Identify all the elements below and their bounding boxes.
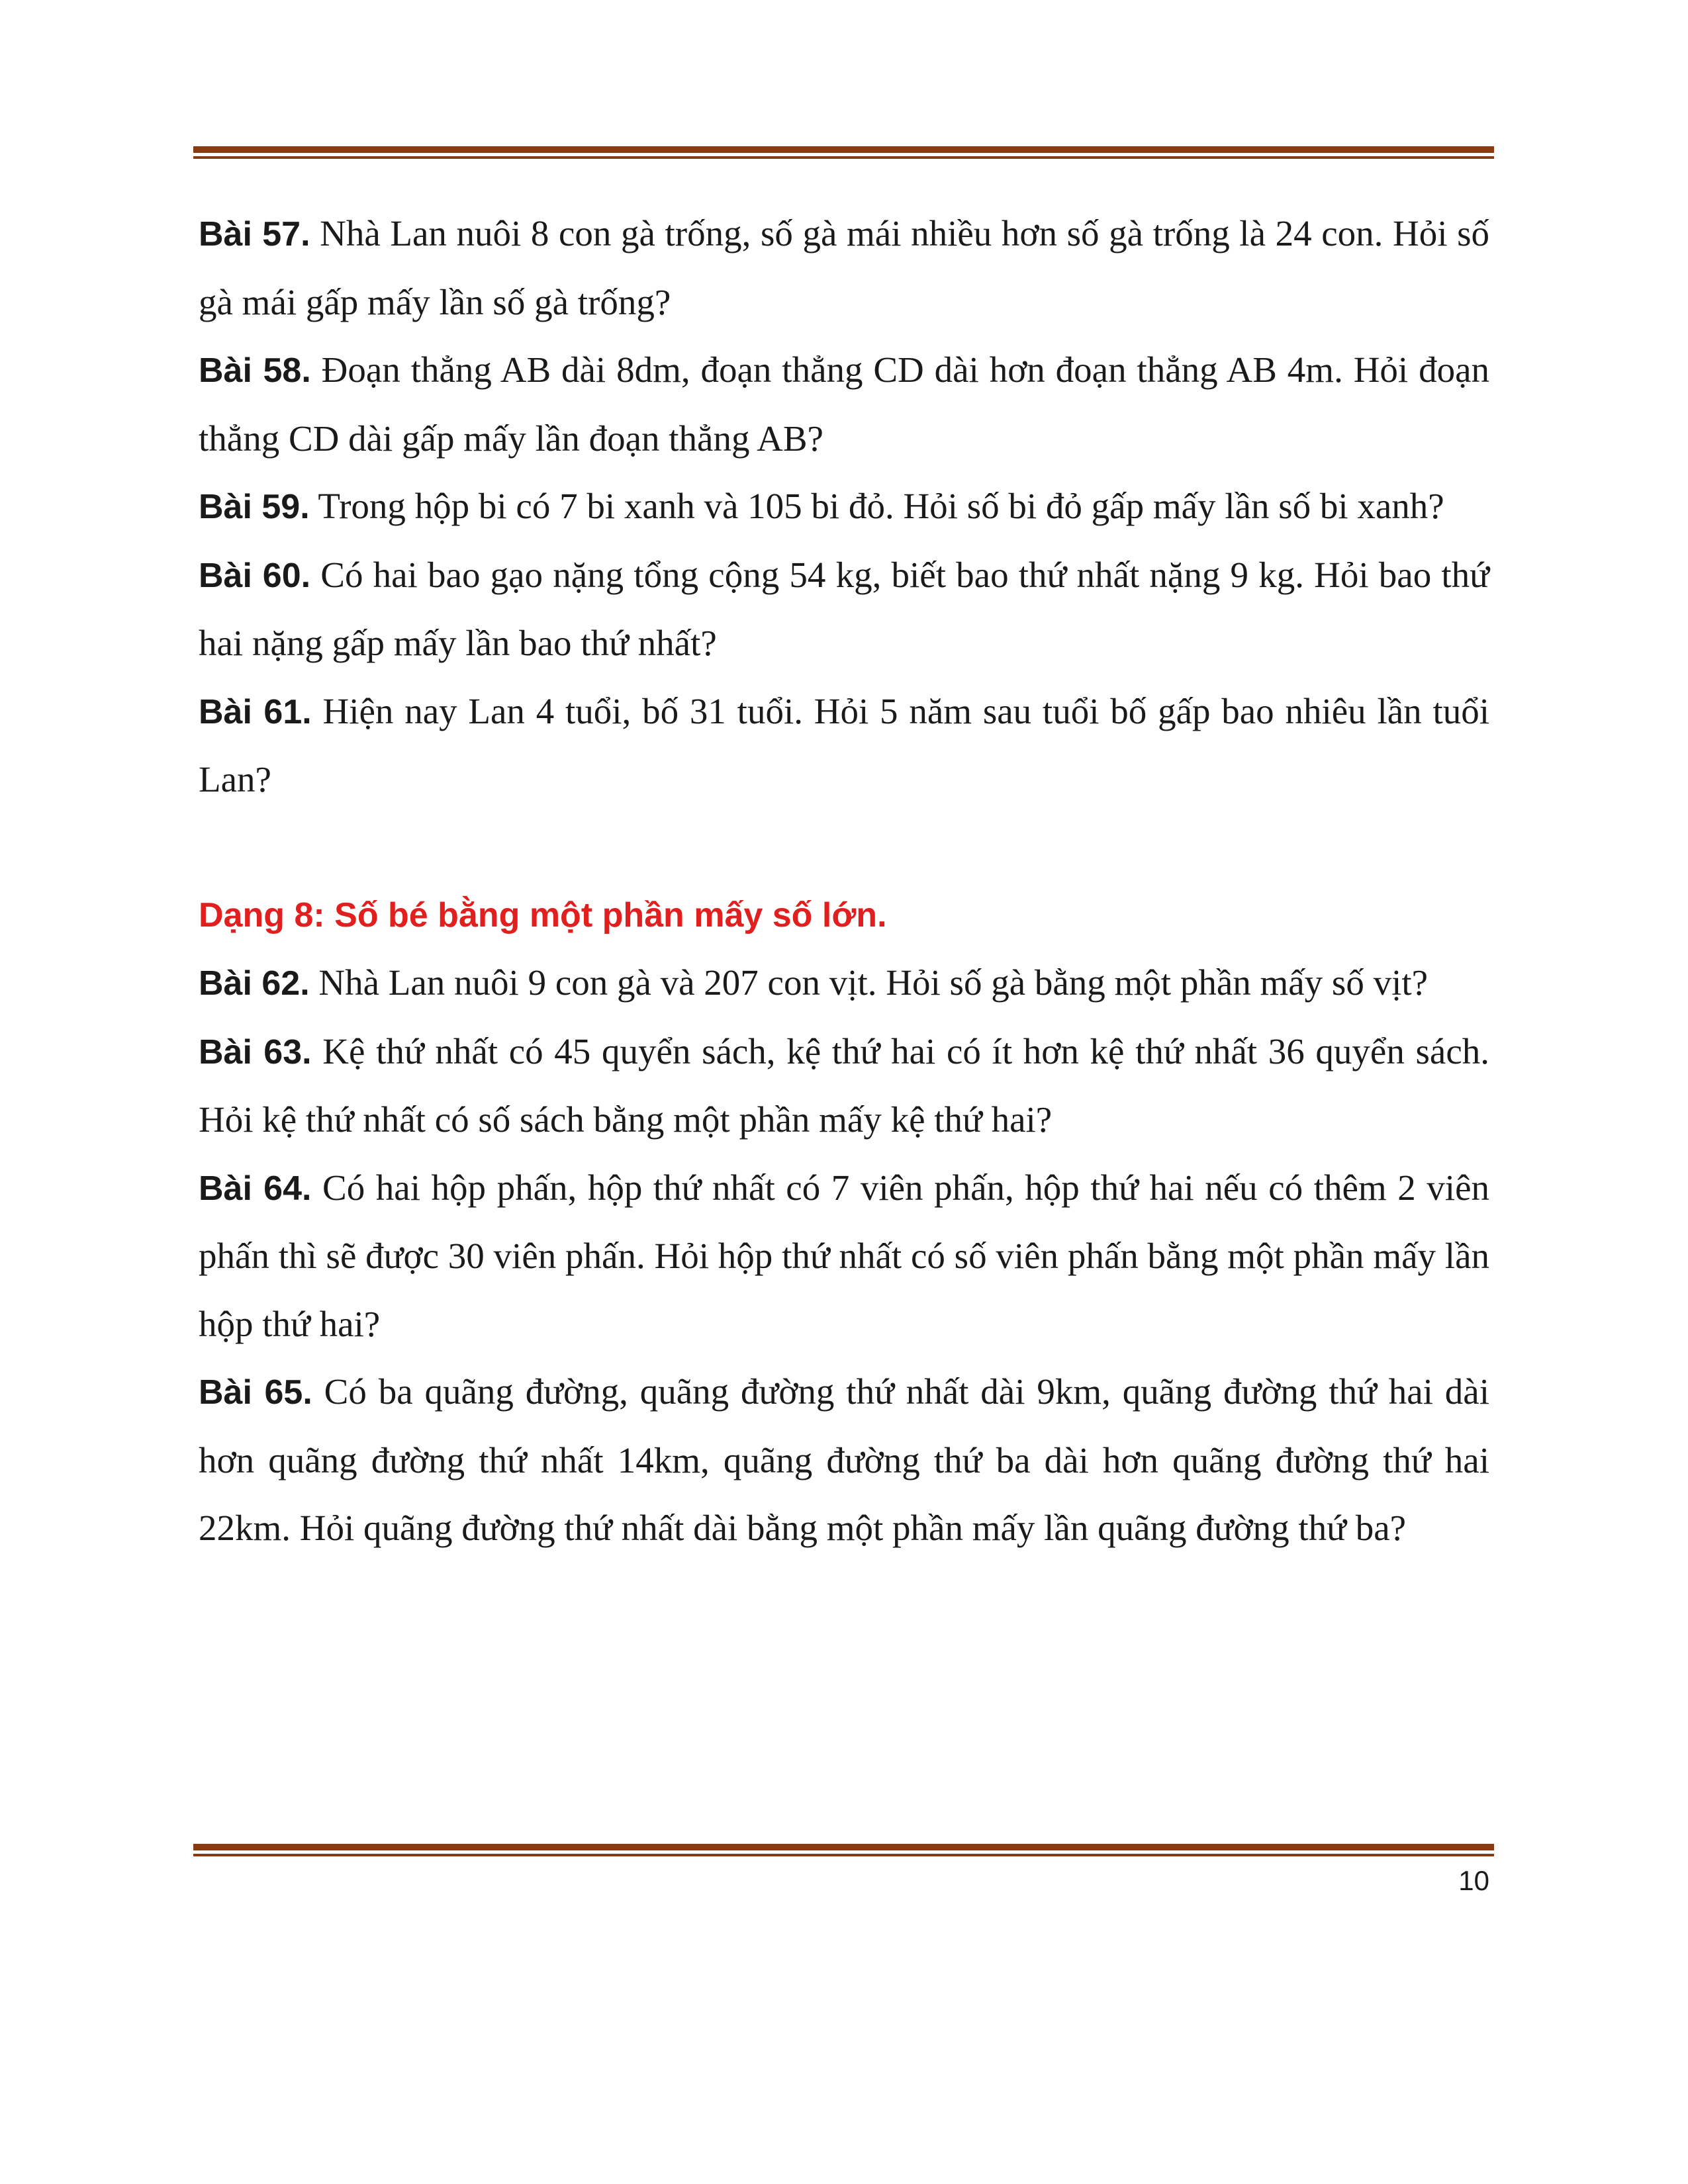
- problem-57: [199, 200, 1489, 336]
- problem-text: Có hai bao gạo nặng tổng cộng 54 kg, biết bao thứ nhất nặng 9 kg. Hỏi bao thứ hai nặng gấp mấy lần bao thứ nhất?: [199, 554, 1489, 663]
- problem-label: Bài 57.: [199, 215, 310, 253]
- problem-65: [199, 1358, 1489, 1563]
- problem-label: Bài 58.: [199, 351, 311, 390]
- problem-58: [199, 336, 1489, 473]
- problem-label: Bài 60.: [199, 556, 311, 595]
- section-heading: Dạng 8: Số bé bằng một phần mấy số lớn.: [199, 895, 887, 934]
- page-content: [199, 200, 1489, 1563]
- problem-63: [199, 1018, 1489, 1154]
- problem-label: Bài 63.: [199, 1032, 312, 1071]
- problem-text: Trong hộp bi có 7 bi xanh và 105 bi đỏ. Hỏi số bi đỏ gấp mấy lần số bi xanh?: [309, 486, 1444, 526]
- problem-label: Bài 64.: [199, 1169, 312, 1208]
- page-number: 10: [1458, 1865, 1489, 1896]
- problem-label: Bài 61.: [199, 692, 312, 731]
- problem-label: Bài 62.: [199, 964, 310, 1003]
- problem-text: Nhà Lan nuôi 8 con gà trống, số gà mái nhiều hơn số gà trống là 24 con. Hỏi số gà mái gấp mấy lần số gà trống?: [199, 213, 1489, 322]
- problem-text: Hiện nay Lan 4 tuổi, bố 31 tuổi. Hỏi 5 năm sau tuổi bố gấp bao nhiêu lần tuổi Lan?: [199, 690, 1490, 799]
- problem-text: Đoạn thẳng AB dài 8dm, đoạn thẳng CD dài hơn đoạn thẳng AB 4m. Hỏi đoạn thẳng CD dài gấp mấy lần đoạn thẳng AB?: [199, 349, 1490, 459]
- problem-label: Bài 65.: [199, 1373, 312, 1412]
- problem-61: [199, 678, 1489, 814]
- problem-60: [199, 541, 1489, 678]
- problem-62: [199, 949, 1489, 1018]
- problem-text: Có hai hộp phấn, hộp thứ nhất có 7 viên phấn, hộp thứ hai nếu có thêm 2 viên phấn thì sẽ được 30 viên phấn. Hỏi hộp thứ nhất có số viên phấn bằng một phần mấy lần hộp thứ hai?: [199, 1167, 1489, 1344]
- footer-rule: [193, 1844, 1494, 1856]
- problem-59: [199, 473, 1489, 541]
- problem-text: Kệ thứ nhất có 45 quyển sách, kệ thứ hai có ít hơn kệ thứ nhất 36 quyển sách. Hỏi kệ thứ nhất có số sách bằng một phần mấy kệ thứ hai?: [199, 1030, 1489, 1140]
- problem-label: Bài 59.: [199, 488, 310, 526]
- problem-text: Có ba quãng đường, quãng đường thứ nhất dài 9km, quãng đường thứ hai dài hơn quãng đường thứ nhất 14km, quãng đường thứ ba dài hơn quãng đường thứ hai 22km. Hỏi quãng đường thứ nhất dài bằng một phần mấy lần quãng đường thứ ba?: [199, 1371, 1490, 1548]
- problem-64: [199, 1154, 1489, 1359]
- header-rule: [193, 146, 1494, 159]
- problem-text: Nhà Lan nuôi 9 con gà và 207 con vịt. Hỏi số gà bằng một phần mấy số vịt?: [309, 962, 1429, 1003]
